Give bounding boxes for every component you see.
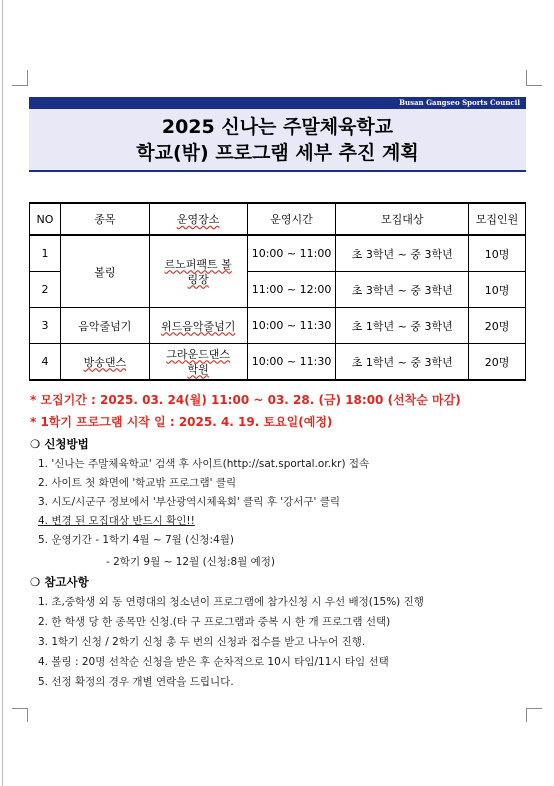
- col-header-no: NO: [30, 203, 61, 235]
- cell-target: 초 1학년 ~ 중 3학년: [336, 308, 469, 344]
- start-date-notice: * 1학기 프로그램 시작 일 : 2025. 4. 19. 토요일(예정): [30, 415, 333, 429]
- apply-step-3: 3. 시도/시군구 정보에서 '부산광역시체육회' 클릭 후 '강서구' 클릭: [38, 496, 341, 508]
- program-table: [29, 202, 526, 381]
- note-1: 1. 초,중학생 외 동 연령대의 청소년이 프로그램에 참가신청 시 우선 배정(15%) 진행: [38, 596, 424, 608]
- crop-mark-tl-h: [12, 85, 28, 86]
- cell-count: 20명: [469, 308, 526, 344]
- apply-method-heading: ❍ 신청방법: [30, 437, 89, 451]
- cell-time: 10:00 ~ 11:30: [247, 344, 336, 381]
- recruit-period-notice: * 모집기간 : 2025. 03. 24(월) 11:00 ~ 03. 28. (금) 18:00 (선착순 마감): [30, 393, 461, 407]
- crop-mark-tr-h: [526, 85, 542, 86]
- table-row: [30, 308, 526, 344]
- page-frame: [2, 0, 3, 786]
- cell-venue: 위드음악줄넘기: [149, 308, 247, 344]
- col-header-sport: 종목: [60, 203, 149, 235]
- notes-heading: ❍ 참고사항: [30, 575, 89, 589]
- header-bar: [29, 97, 526, 109]
- note-5: 5. 선정 확정의 경우 개별 연락을 드립니다.: [38, 676, 234, 688]
- apply-step-4: 4. 변경 된 모집대상 반드시 확인!!: [38, 515, 195, 527]
- title-box: [29, 109, 526, 172]
- cell-venue: 그라운드댄스 학원: [149, 344, 247, 381]
- cell-no: 4: [30, 344, 61, 381]
- col-header-target: 모집대상: [336, 203, 469, 235]
- cell-time: 10:00 ~ 11:00: [247, 235, 336, 272]
- crop-mark-tr-v: [526, 70, 527, 86]
- cell-target: 초 3학년 ~ 중 3학년: [336, 272, 469, 308]
- cell-target: 초 3학년 ~ 중 3학년: [336, 235, 469, 272]
- crop-mark-tl-v: [27, 70, 28, 86]
- cell-no: 2: [30, 272, 61, 308]
- crop-mark-bl-h: [12, 708, 28, 709]
- crop-mark-bl-v: [27, 708, 28, 722]
- cell-sport: 음악줄넘기: [60, 308, 149, 344]
- note-3: 3. 1학기 신청 / 2학기 신청 총 두 번의 신청과 접수를 받고 나누어 진행.: [38, 636, 366, 648]
- cell-sport: 방송댄스: [60, 344, 149, 381]
- cell-sport: 볼링: [60, 235, 149, 308]
- document-subtitle: 학교(밖) 프로그램 세부 추진 계획: [136, 142, 419, 164]
- table-row: [30, 344, 526, 381]
- cell-venue: 르노퍼팩트 볼링장: [149, 235, 247, 308]
- table-header-row: [30, 203, 526, 235]
- col-header-time: 운영시간: [247, 203, 336, 235]
- col-header-count: 모집인원: [469, 203, 526, 235]
- cell-count: 10명: [469, 272, 526, 308]
- document-title: 2025 신나는 주말체육학교: [161, 116, 394, 138]
- apply-step-5-cont: - 2학기 9월 ~ 12월 (신청:8월 예정): [106, 556, 276, 568]
- cell-no: 3: [30, 308, 61, 344]
- cell-count: 10명: [469, 235, 526, 272]
- cell-time: 11:00 ~ 12:00: [247, 272, 336, 308]
- note-2: 2. 한 학생 당 한 종목만 신청.(타 구 프로그램과 중복 시 한 개 프로그램 선택): [38, 616, 391, 628]
- table-row: [30, 235, 526, 272]
- apply-step-2: 2. 사이트 첫 화면에 '학교밖 프로그램' 클릭: [38, 477, 237, 489]
- crop-mark-br-h: [526, 708, 542, 709]
- council-name: Busan Gangseo Sports Council: [399, 98, 520, 107]
- cell-count: 20명: [469, 344, 526, 381]
- apply-step-1: 1. '신나는 주말체육학교' 검색 후 사이트(http://sat.sportal.or.kr) 접속: [38, 458, 370, 470]
- apply-step-5: 5. 운영기간 - 1학기 4월 ~ 7월 (신청:4월): [38, 534, 234, 546]
- note-4: 4. 볼링 : 20명 선착순 신청을 받은 후 순차적으로 10시 타임/11시 타임 선택: [38, 656, 389, 668]
- cell-time: 10:00 ~ 11:30: [247, 308, 336, 344]
- col-header-venue: 운영장소: [149, 203, 247, 235]
- crop-mark-br-v: [526, 708, 527, 722]
- cell-no: 1: [30, 235, 61, 272]
- cell-target: 초 1학년 ~ 중 3학년: [336, 344, 469, 381]
